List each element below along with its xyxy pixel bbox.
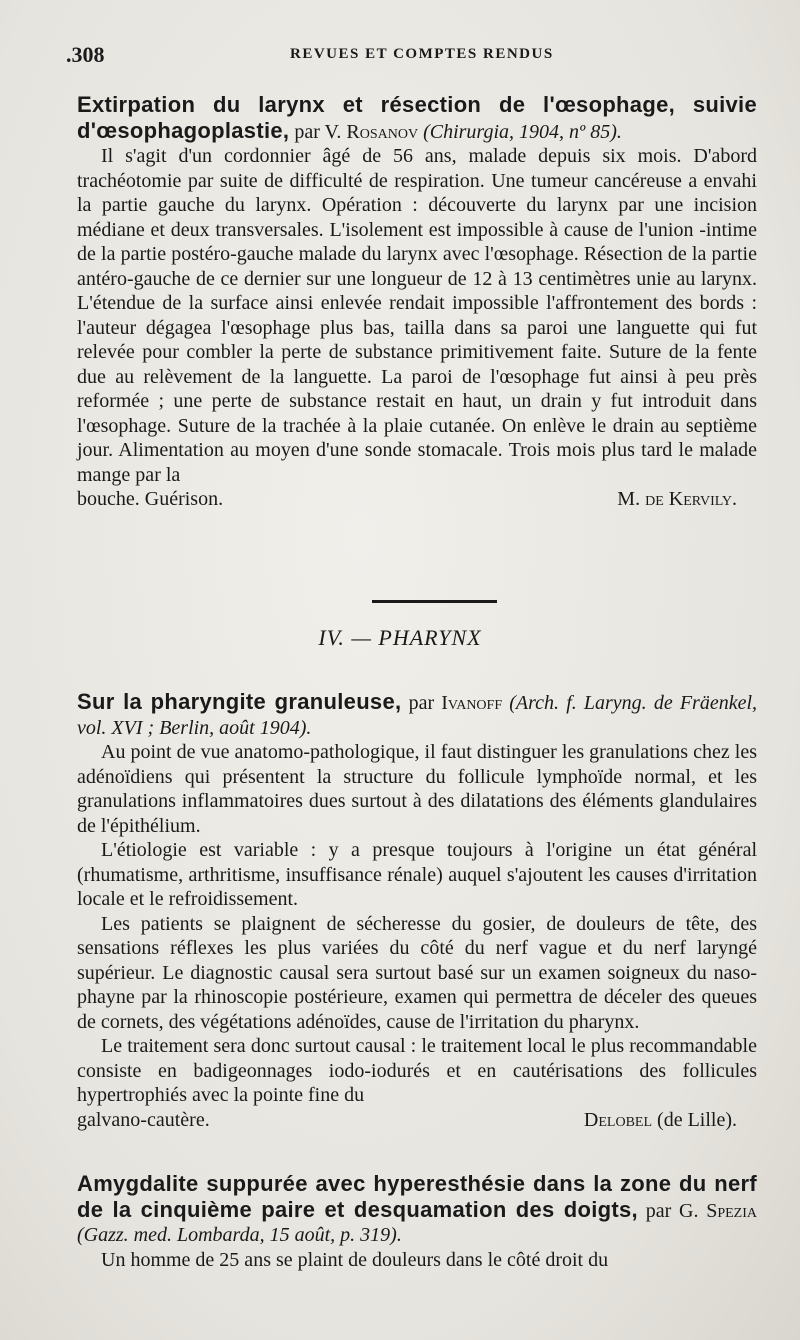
- signature: [617, 487, 757, 512]
- article-source: (Gazz. med. Lombarda, 15 août, p. 319).: [77, 1224, 402, 1246]
- article-by: par: [645, 1199, 672, 1222]
- article-last-line: bouche. Guérison.: [77, 488, 224, 510]
- signature-name: Kervily.: [668, 488, 737, 510]
- paragraph: Les patients se plaignent de sécheresse du gosier, de douleurs de tête, des sensations réflexes les plus variées du côté du nerf vague et du nerf laryngé supérieur. Le diagnostic causal sera surtout basé sur un examen soigneux du naso-phayne par la rhinoscopie postérieure, examen qui permettra de déceler des queues de cornets, des végétations adénoïdes, cause de l'irritation du pharynx.: [77, 912, 757, 1033]
- signature-line: [77, 1108, 757, 1133]
- section-title: IV. — PHARYNX: [318, 625, 482, 650]
- article-rosanov: [77, 93, 757, 512]
- signature-suffix: (de Lille).: [657, 1108, 737, 1131]
- author-name: Ivanoff: [441, 692, 503, 714]
- paragraph: Au point de vue anatomo-pathologique, il faut distinguer les granulations chez les adénoïdiens qui présentent la structure du follicule lymphoïde normal, et les granulations inflammatoires dues surtout à des dilatations des éléments glandulaires de l'épithélium.: [77, 741, 757, 837]
- author-initial: G.: [679, 1199, 699, 1222]
- article-by: par: [294, 120, 320, 143]
- signature-name: Delobel: [583, 1108, 653, 1131]
- article-heading: [77, 690, 757, 740]
- article-heading: [77, 93, 757, 144]
- article-spezia: [77, 1172, 757, 1272]
- article-title: Amygdalite suppurée avec hyperesthésie dans la zone du nerf de la cinquième paire et desquamation des doigts,: [77, 1171, 757, 1222]
- paragraph: L'étiologie est variable : y a presque toujours à l'origine un état général (rhumatisme, arthritisme, insuffisance rénale) auquel s'ajoutent les causes d'irritation locale et le refroidissement.: [77, 839, 757, 910]
- author-name: Rosanov: [346, 120, 419, 143]
- article-by: par: [408, 692, 435, 714]
- article-source: (Arch. f. Laryng. de Fräenkel, vol. XVI ; Berlin, août 1904).: [77, 692, 758, 739]
- signature-prefix: M. de: [617, 488, 664, 510]
- section-divider: [372, 600, 497, 603]
- article-ivanoff: [77, 690, 757, 1132]
- page-number: .308: [66, 42, 105, 67]
- signature: [584, 1108, 757, 1133]
- article-body: Il s'agit d'un cordonnier âgé de 56 ans, malade depuis six mois. D'abord trachéotomie par suite de difficulté de respiration. Une tumeur cancéreuse a envahi la partie gauche du larynx. Opération : découverte du larynx par une incision médiane et deux transversales. L'isolement est impossible à cause de l'union -intime de la partie postéro-gauche malade du larynx avec l'œsophage. Résection de la partie antéro-gauche de ce dernier sur une longueur de 12 à 13 centimètres unie au larynx. L'étendue de la surface ainsi enlevée rendait impossible l'affrontement des bords : l'auteur dégagea l'œsophage plus bas, tailla dans sa paroi une languette qui fut relevée pour combler la perte de substance primitivement faite. Suture de la fente due au relèvement de la languette. La paroi de l'œsophage fut ainsi à peu près reformée ; une perte de substance restait en haut, un drain y fut introduit dans l'œsophage. Suture de la trachée à la plaie cutanée. On enlève le drain au septième jour. Alimentation au moyen d'une sonde stomacale. Trois mois plus tard le malade mange par la: [77, 145, 757, 486]
- running-head: REVUES ET COMPTES RENDUS: [290, 46, 554, 62]
- signature-line: [77, 487, 757, 512]
- article-last-line: galvano-cautère.: [77, 1108, 210, 1131]
- page-header: [66, 42, 766, 72]
- article-title: Sur la pharyngite granuleuse,: [77, 689, 402, 714]
- article-source: (Chirurgia, 1904, nº 85).: [423, 120, 622, 143]
- paragraph: Le traitement sera donc surtout causal : le traitement local le plus recommandable consiste en badigeonnages iodo-iodurés et en cautérisations des follicules hypertrophiés avec la pointe fine du: [77, 1035, 757, 1106]
- article-body: Un homme de 25 ans se plaint de douleurs dans le côté droit du: [101, 1248, 609, 1271]
- article-heading: [77, 1172, 757, 1248]
- author-initial: V.: [324, 120, 342, 143]
- article-title: Extirpation du larynx et résection de l'œsophage, suivie d'œsophagoplastie,: [77, 92, 757, 143]
- author-name: Spezia: [706, 1199, 758, 1222]
